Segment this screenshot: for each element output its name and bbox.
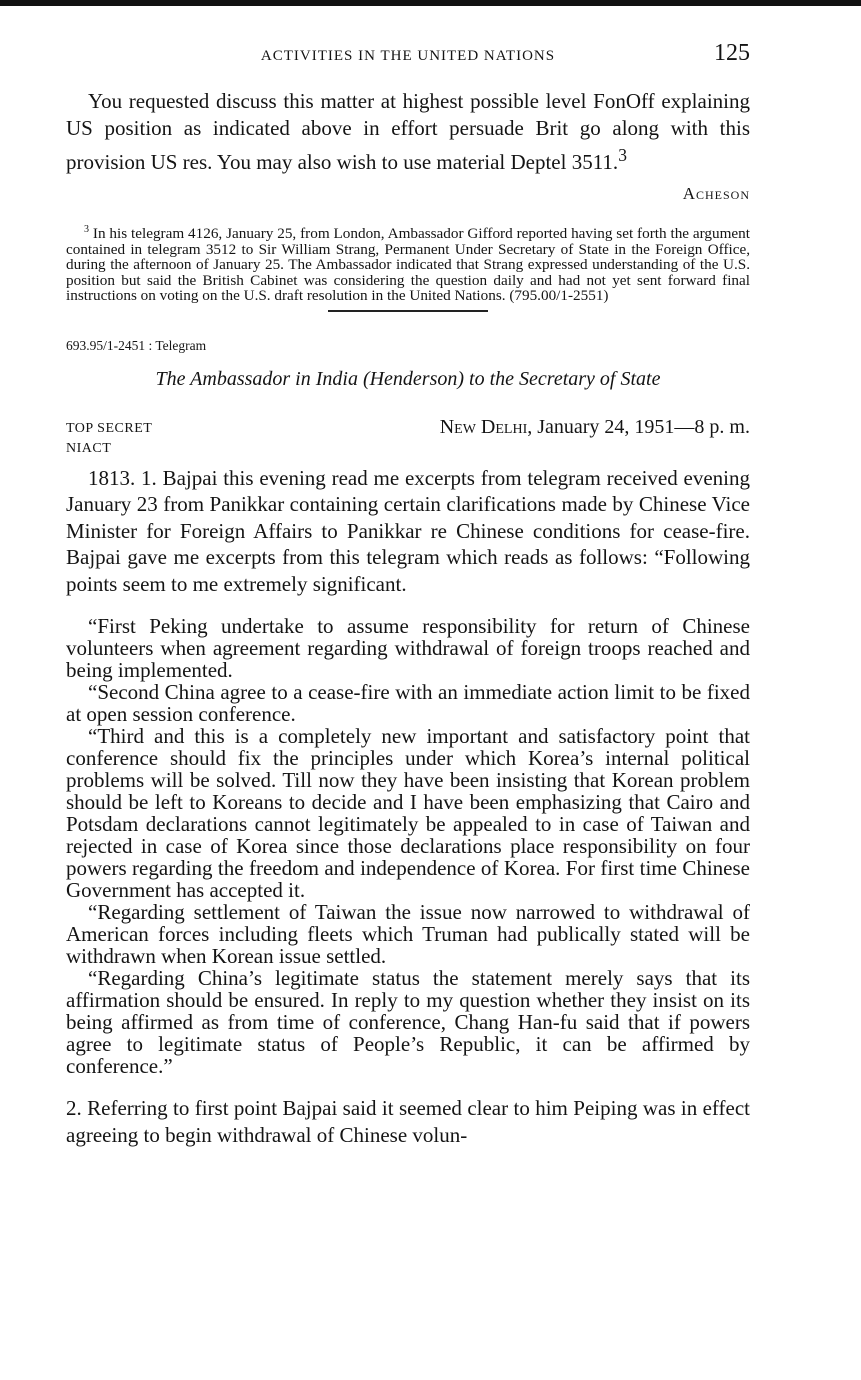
lead-paragraph bbox=[66, 88, 750, 176]
quoted-point: “Third and this is a completely new important and satisfactory point that conference should fix the principles under which Korea’s internal political problems will be solved. Till now they have been insisting that Korean problem should be left to Koreans to decide and I have been emphasizing that Cairo and Potsdam declarations cannot legitimately be appealed to in case of Taiwan and rejected in case of Korea since those declarations place responsibility on four powers regarding the freedom and independence of Korea. For first time Chinese Government has accepted it. bbox=[66, 724, 750, 903]
dateline bbox=[440, 416, 750, 439]
opening-paragraph: 1813. 1. Bajpai this evening read me excerpts from telegram received evening January 23 from Panikkar containing certain clarifications made by Chinese Vice Minister for Foreign Affairs to Panikkar re Chinese conditions for cease-fire. Bajpai gave me excerpts from this telegram which reads as follows: “Following points seem to me extremely significant. bbox=[66, 465, 750, 596]
dateline-date: January 24, 1951—8 p. m. bbox=[537, 415, 750, 438]
footnote bbox=[66, 222, 750, 304]
classification-label: TOP SECRET bbox=[66, 420, 153, 436]
file-reference: 693.95/1-2451 : Telegram bbox=[66, 337, 207, 353]
precedence-label: NIACT bbox=[66, 440, 112, 456]
dateline-place: New Delhi, bbox=[439, 415, 533, 438]
footnote-reference[interactable]: 3 bbox=[618, 145, 627, 165]
page-top-border bbox=[0, 0, 861, 6]
quoted-point: “Regarding China’s legitimate status the statement merely says that its affirmation should be ensured. In reply to my question whether they insist on its being affirmed as from time of conference, Chang Han-fu said that if powers agree to legitimate status of People’s Republic, it can be affirmed by conference.” bbox=[66, 966, 750, 1079]
lead-paragraph-text: You requested discuss this matter at highest possible level FonOff explaining US position as indicated above in effort persuade Brit go along with this provision US res. You may also wish to use material Deptel 3511. bbox=[66, 89, 750, 174]
section-divider bbox=[328, 310, 488, 312]
footnote-text: In his telegram 4126, January 25, from London, Ambassador Gifford reported having set forth the argument contained in telegram 3512 to Sir William Strang, Permanent Under Secretary of State in the Foreign Office, during the afternoon of January 25. The Ambassador indicated that Strang expressed understanding of the U.S. position but said the British Cabinet was considering the question daily and had not yet sent forward final instructions on voting on the U.S. draft resolution in the United Nations. (795.00/1-2551) bbox=[66, 225, 750, 305]
document-title: The Ambassador in India (Henderson) to the Secretary of State bbox=[155, 367, 661, 390]
closing-paragraph: 2. Referring to first point Bajpai said it seemed clear to him Peiping was in effect agreeing to begin withdrawal of Chinese volun- bbox=[66, 1096, 750, 1147]
quoted-point: “Second China agree to a cease-fire with an immediate action limit to be fixed at open session conference. bbox=[66, 680, 750, 727]
signature: Acheson bbox=[682, 184, 750, 203]
running-title: ACTIVITIES IN THE UNITED NATIONS bbox=[260, 48, 556, 64]
document-page bbox=[66, 40, 750, 1148]
dateline-row bbox=[66, 411, 750, 439]
quoted-point: “First Peking undertake to assume responsibility for return of Chinese volunteers when agreement regarding withdrawal of foreign troops reached and being implemented. bbox=[66, 614, 750, 683]
running-head bbox=[66, 40, 750, 76]
page-number: 125 bbox=[714, 40, 750, 66]
quoted-point: “Regarding settlement of Taiwan the issue now narrowed to withdrawal of American forces including fleets which Truman had publically stated will be withdrawn when Korean issue settled. bbox=[66, 900, 750, 969]
footnote-marker: 3 bbox=[84, 224, 89, 235]
quoted-points bbox=[66, 615, 750, 1077]
